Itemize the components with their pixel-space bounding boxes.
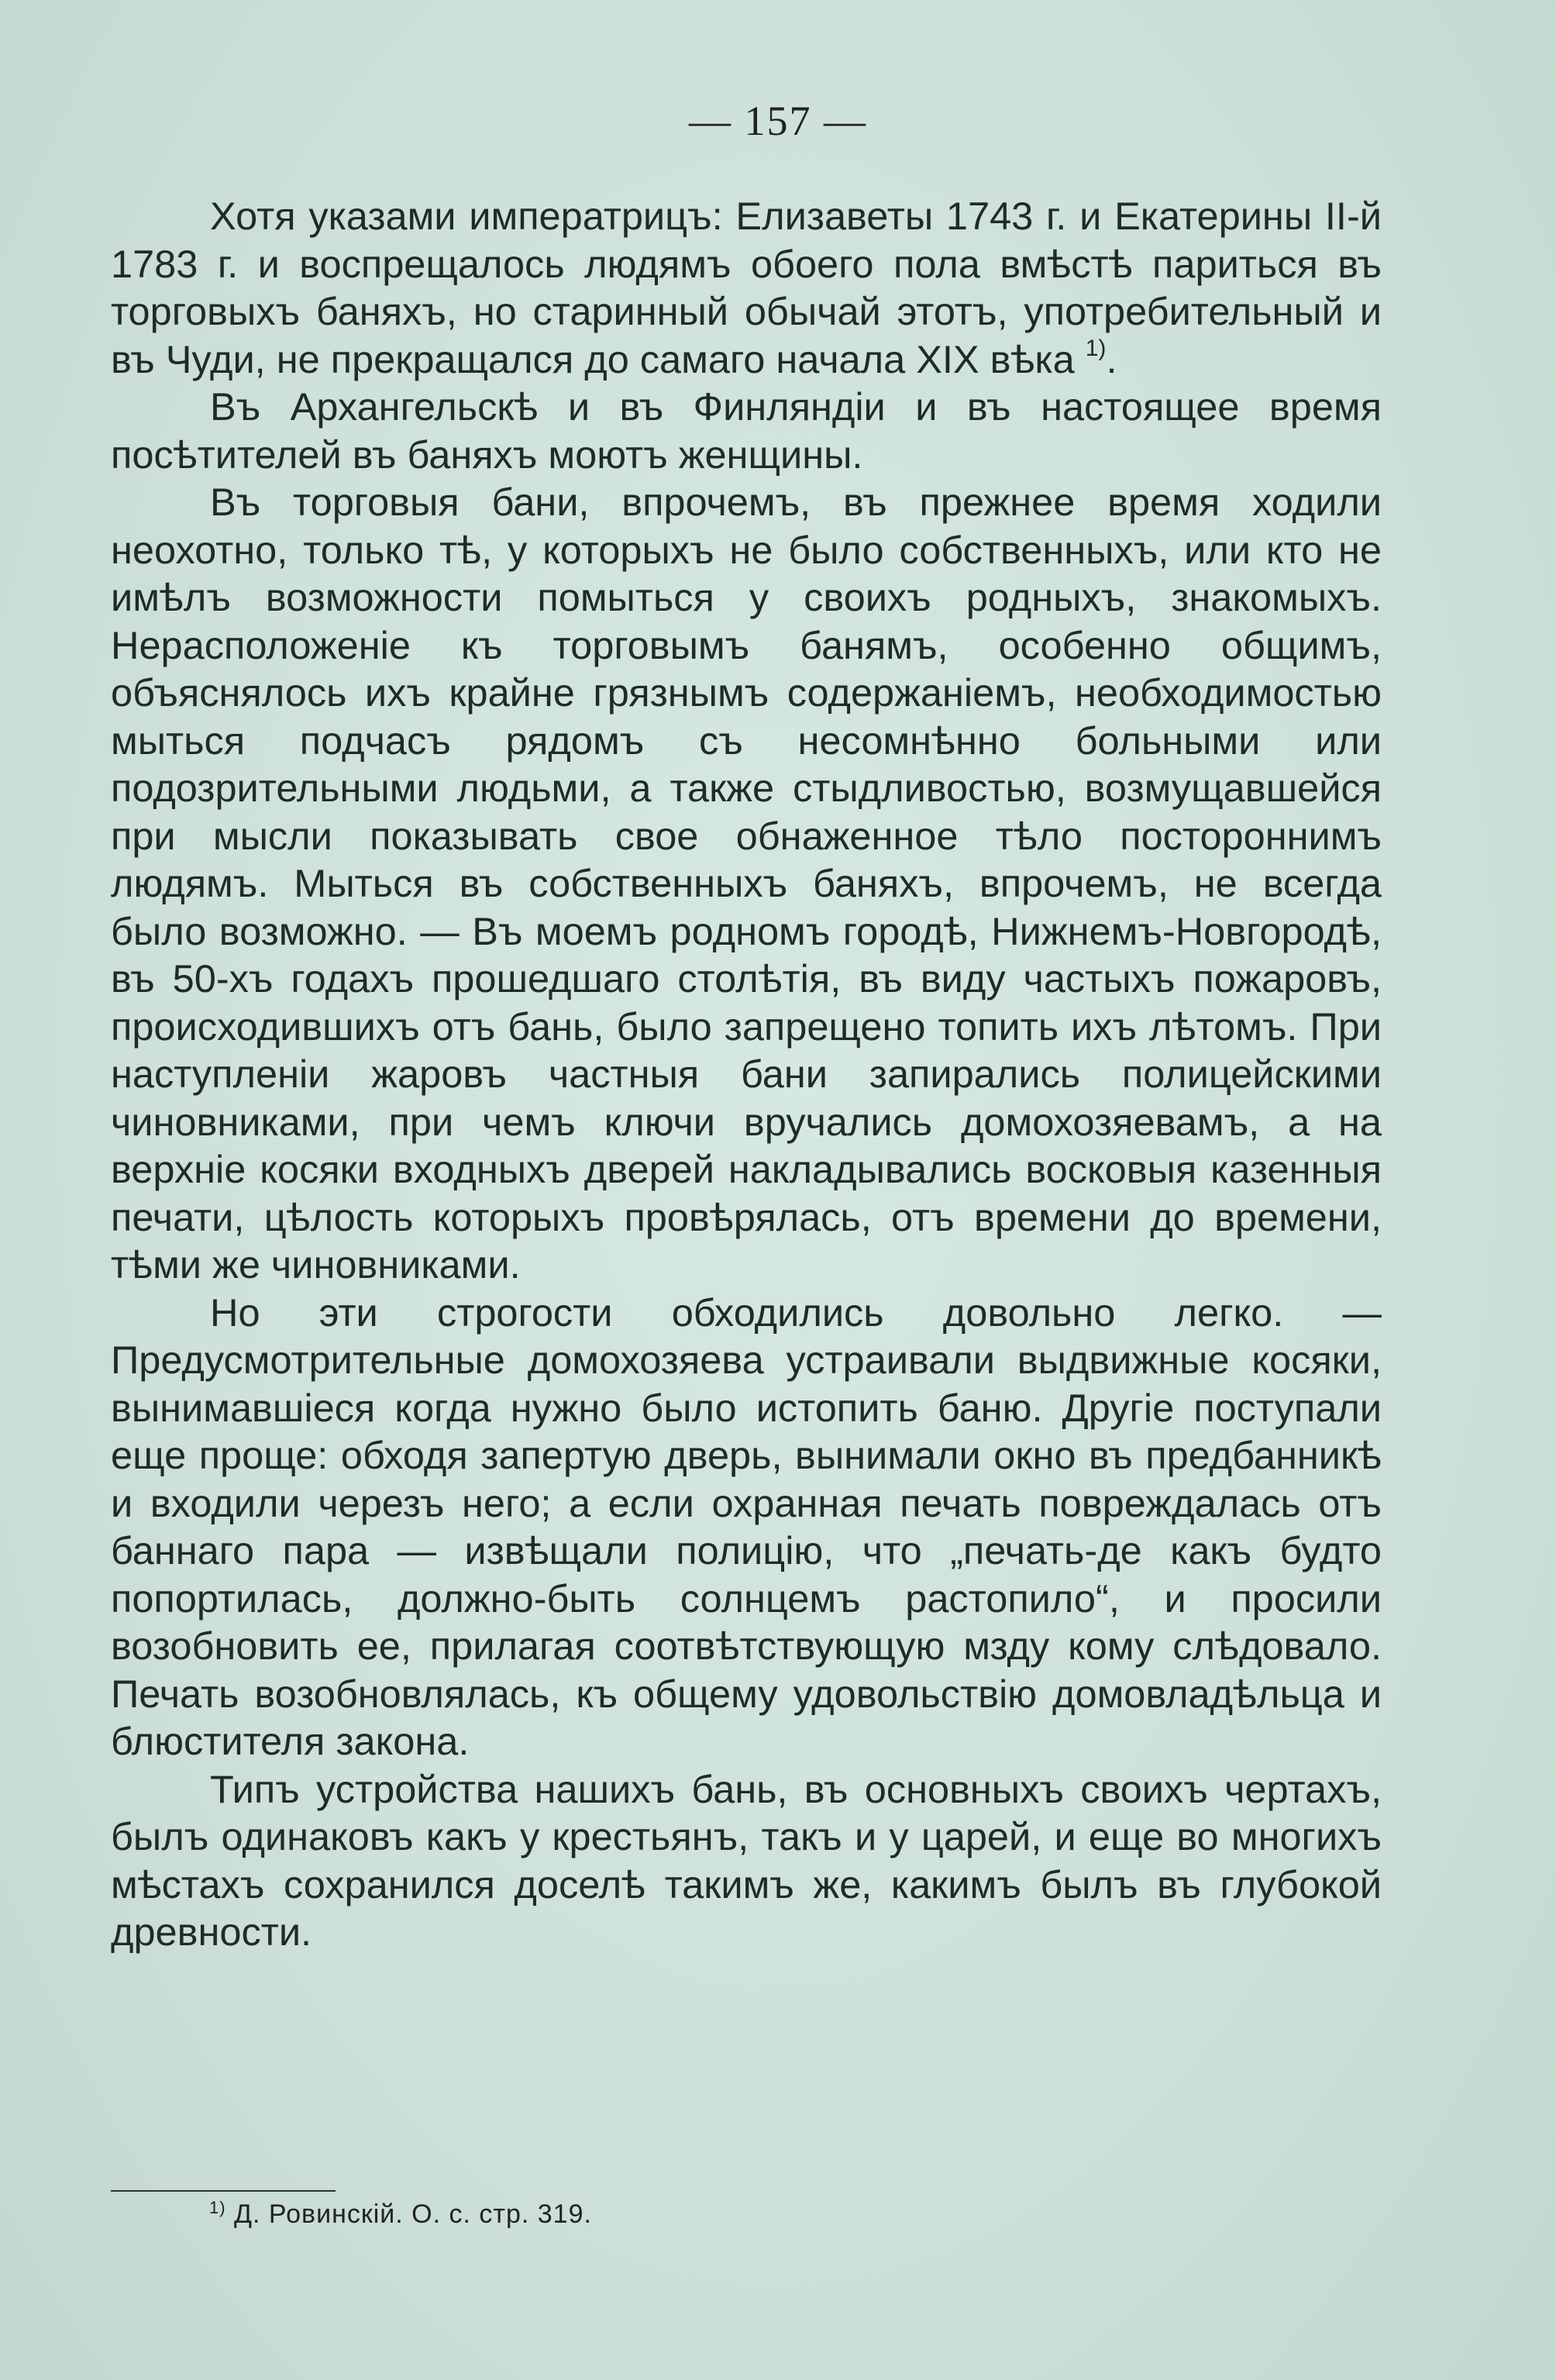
footnote-reference: 1) bbox=[1085, 335, 1107, 361]
footnote bbox=[209, 2198, 592, 2230]
body-text bbox=[111, 192, 1382, 1956]
paragraph-2: Въ Архангельскѣ и въ Финляндіи и въ настоящее время посѣтителей въ баняхъ моютъ женщины. bbox=[111, 384, 1382, 477]
page-number: — 157 — bbox=[689, 98, 867, 144]
paragraph-1-tail: . bbox=[1106, 336, 1117, 381]
paragraph-1-text: Хотя указами императрицъ: Елизаветы 1743 г. и Екатерины II-й 1783 г. и воспрещалось людямъ обоего пола вмѣстѣ париться въ торговыхъ баняхъ, но старинный обычай этотъ, употребительный и въ Чуди, не прекращался до самаго начала XIX вѣка bbox=[111, 194, 1382, 381]
paragraph-5: Типъ устройства нашихъ бань, въ основныхъ своихъ чертахъ, былъ одинаковъ какъ у крестьянъ, такъ и у царей, и еще во многихъ мѣстахъ сохранился доселѣ такимъ же, какимъ былъ въ глубокой древности. bbox=[111, 1766, 1382, 1954]
paragraph-1 bbox=[111, 192, 1382, 383]
paragraph-3: Въ торговыя бани, впрочемъ, въ прежнее время ходили неохотно, только тѣ, у которыхъ не было собственныхъ, или кто не имѣлъ возможности помыться у своихъ родныхъ, знакомыхъ. Нерасположеніе къ торговымъ банямъ, особенно общимъ, объяснялось ихъ крайне грязнымъ содержаніемъ, необходимостью мыться подчасъ рядомъ съ несомнѣнно больными или подозрительными людьми, а также стыдливостью, возмущавшейся при мысли показывать свое обнаженное тѣло постороннимъ людямъ. Мыться въ собственныхъ баняхъ, впрочемъ, не всегда было возможно. — Въ моемъ родномъ городѣ, Нижнемъ-Новгородѣ, въ 50-хъ годахъ прошедшаго столѣтія, въ виду частыхъ пожаровъ, происходившихъ отъ бань, было запрещено топить ихъ лѣтомъ. При наступленіи жаровъ частныя бани запирались полицейскими чиновниками, при чемъ ключи вручались домохозяевамъ, а на верхніе косяки входныхъ дверей накладывались восковыя казенныя печати, цѣлость которыхъ провѣрялась, отъ времени до времени, тѣми же чиновниками. bbox=[111, 480, 1382, 1286]
footnote-mark: 1) bbox=[209, 2198, 226, 2217]
paragraph-4: Но эти строгости обходились довольно легко. — Предусмотрительные домохозяева устраивали выдвижные косяки, вынимавшіеся когда нужно было истопить баню. Другіе поступали еще проще: обходя запертую дверь, вынимали окно въ предбанникѣ и входили черезъ него; а если охранная печать повреждалась отъ баннаго пара — извѣщали полицію, что „печать-де какъ будто попортилась, должно-быть солнцемъ растопило“, и просили возобновить ее, прилагая соотвѣтствующую мзду кому слѣдовало. Печать возобновлялась, къ общему удовольствію домовладѣльца и блюстителя закона. bbox=[111, 1290, 1382, 1763]
footnote-divider bbox=[111, 2190, 336, 2192]
footnote-text: Д. Ровинскій. О. с. стр. 319. bbox=[234, 2199, 592, 2229]
